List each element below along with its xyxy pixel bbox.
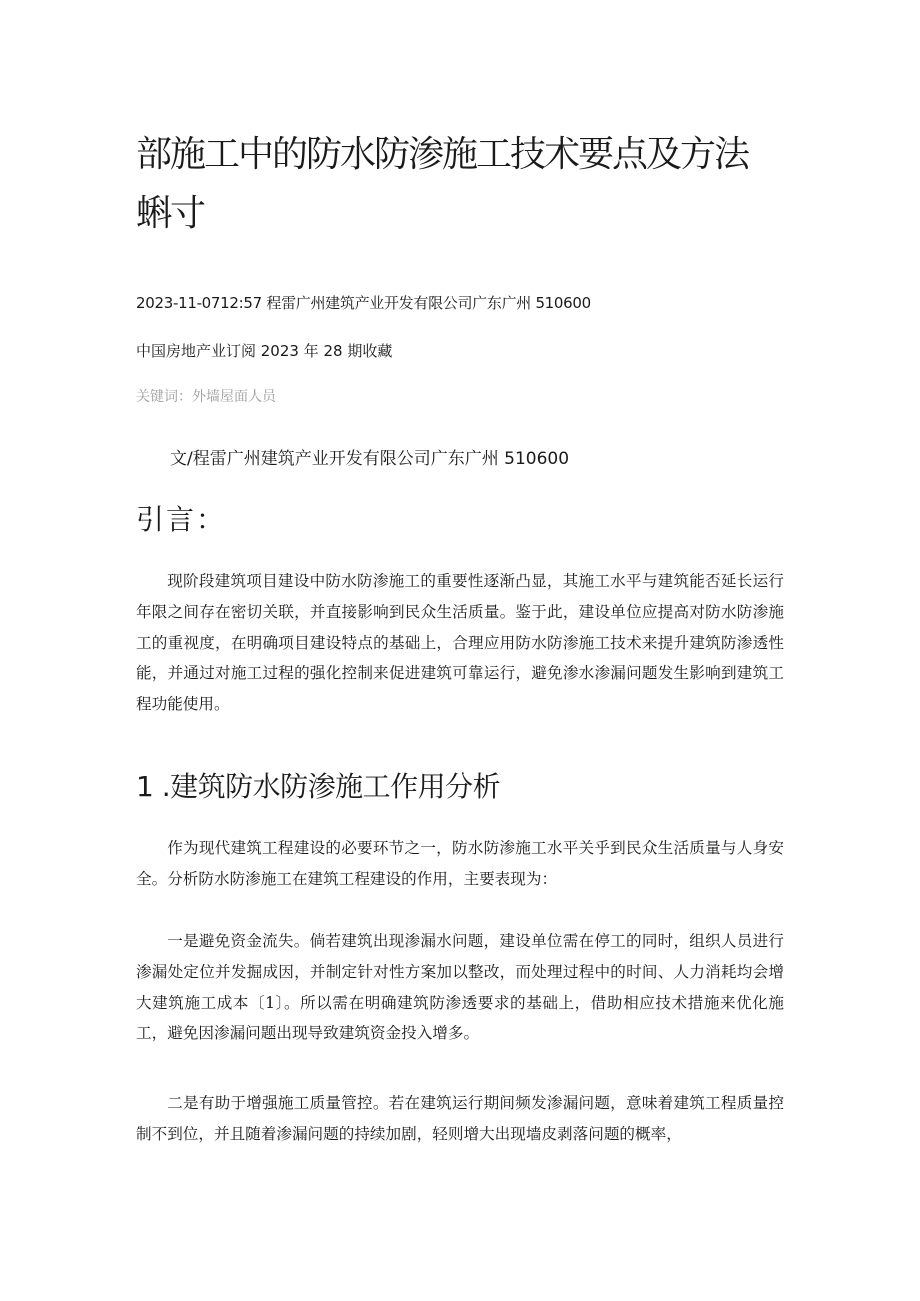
- section1-paragraph: 作为现代建筑工程建设的必要环节之一，防水防渗施工水平关乎到民众生活质量与人身安全。分析防水防渗施工在建筑工程建设的作用，主要表现为：: [136, 839, 784, 888]
- section1-heading: 1 .建筑防水防渗施工作用分析: [136, 770, 501, 803]
- section1-paragraph: 一是避免资金流失。倘若建筑出现渗漏水问题，建设单位需在停工的同时，组织人员进行渗漏处定位并发掘成因，并制定针对性方案加以整改，而处理过程中的时间、人力消耗均会增大建筑施工成本〔1〕。所以需在明确建筑防渗透要求的基础上，借助相应技术措施来优化施工，避免因渗漏问题出现导致建筑资金投入增多。: [136, 932, 784, 1043]
- intro-paragraph: 现阶段建筑项目建设中防水防渗施工的重要性逐渐凸显，其施工水平与建筑能否延长运行年限之间存在密切关联，并直接影响到民众生活质量。鉴于此，建设单位应提高对防水防渗施工的重视度，在明确项目建设特点的基础上，合理应用防水防渗施工技术来提升建筑防渗透性能，并通过对施工过程的强化控制来促进建筑可靠运行，避免渗水渗漏问题发生影响到建筑工程功能使用。: [136, 572, 784, 714]
- source-info: 中国房地产业订阅 2023 年 28 期收藏: [136, 342, 393, 360]
- section1-paragraph: 二是有助于增强施工质量管控。若在建筑运行期间频发渗漏问题，意味着建筑工程质量控制不到位，并且随着渗漏问题的持续加剧，轻则增大出现墙皮剥落问题的概率，: [136, 1094, 784, 1143]
- keywords: 关键词：外墙屋面人员: [136, 389, 276, 405]
- publish-info: 2023-11-0712:57 程雷广州建筑产业开发有限公司广东广州 510600: [136, 294, 591, 312]
- intro-heading: 引言：: [136, 503, 227, 536]
- author-line: 文/程雷广州建筑产业开发有限公司广东广州 510600: [170, 449, 570, 469]
- document-title-line2: 蝌寸: [136, 193, 205, 234]
- document-title-line1: 部施工中的防水防渗施工技术要点及方法: [136, 134, 749, 175]
